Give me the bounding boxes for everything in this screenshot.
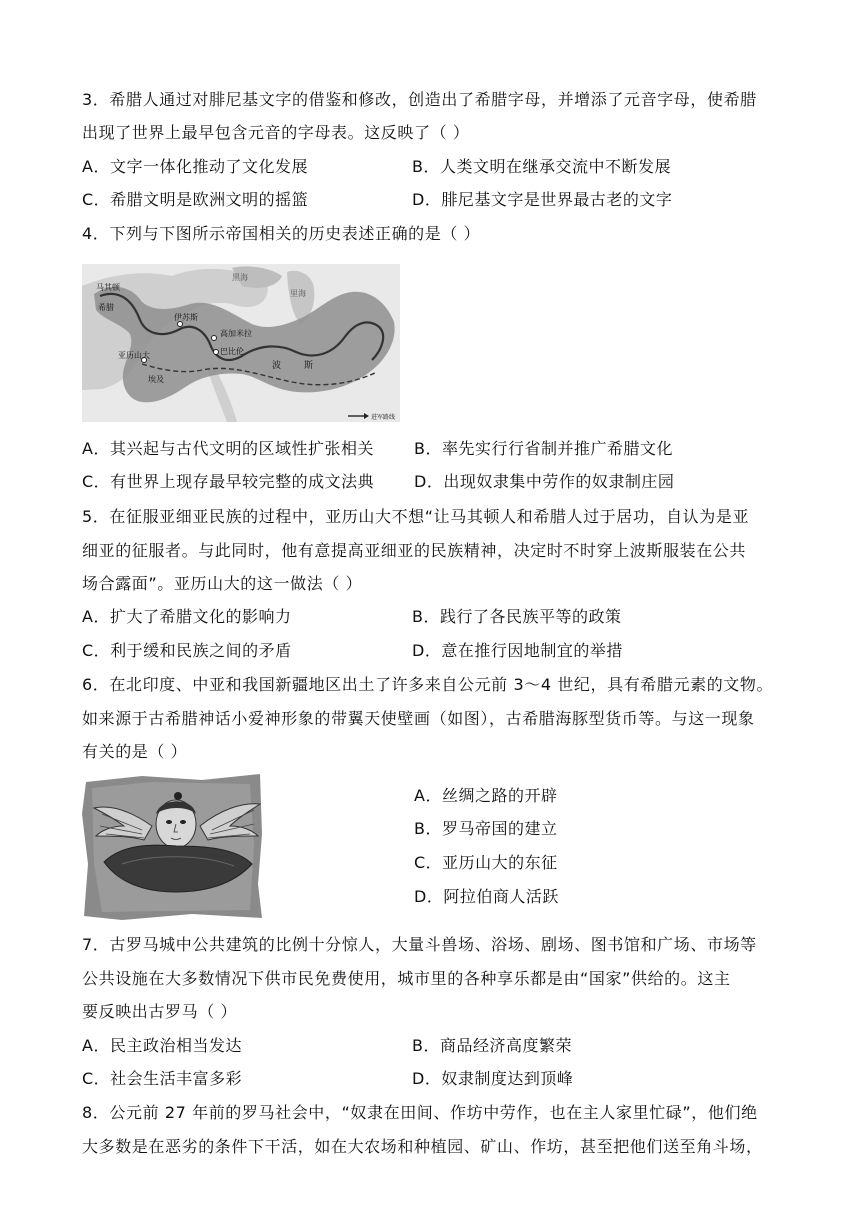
q4-option-d[interactable]: D．出现奴隶集中劳作的奴隶制庄园: [414, 472, 675, 491]
q7-option-b[interactable]: B．商品经济高度繁荣: [412, 1036, 572, 1055]
q5-stem-line-2: 细亚的征服者。与此同时，他有意提高亚细亚的民族精神，决定时不时穿上波斯服装在公共: [82, 541, 747, 560]
map-label-persia-1: 波: [272, 361, 282, 371]
q7-option-d[interactable]: D．奴隶制度达到顶峰: [412, 1069, 574, 1088]
q4-option-c[interactable]: C．有世界上现存最早较完整的成文法典: [82, 472, 375, 491]
q6-stem-line-2: 如来源于古希腊神话小爱神形象的带翼天使壁画（如图），古希腊海豚型货币等。与这一现象: [82, 709, 755, 728]
map-label-alexandria: 亚历山大: [118, 351, 150, 360]
q6-stem-line-3: 有关的是（ ）: [82, 742, 188, 761]
q8-stem-line-2: 大多数是在恶劣的条件下干活，如在大农场和种植园、矿山、作坊，甚至把他们送至角斗场，: [82, 1137, 763, 1156]
q8-stem-line-1: 8．公元前 27 年前的罗马社会中，“奴隶在田间、作坊中劳作，也在主人家里忙碌”，他们绝: [82, 1103, 758, 1122]
q6-option-d[interactable]: D．阿拉伯商人活跃: [414, 887, 559, 906]
winged-angel-mural-figure: [82, 774, 264, 920]
map-label-gaugamela: 高加米拉: [220, 329, 252, 338]
q3-option-d[interactable]: D．腓尼基文字是世界最古老的文字: [412, 190, 673, 209]
q3-stem-line-1: 3．希腊人通过对腓尼基文字的借鉴和修改，创造出了希腊字母，并增添了元音字母，使希腊: [82, 90, 757, 109]
q6-option-b[interactable]: B．罗马帝国的建立: [414, 819, 558, 838]
q7-stem-line-1: 7．古罗马城中公共建筑的比例十分惊人，大量斗兽场、浴场、剧场、图书馆和广场、市场等: [82, 935, 757, 954]
map-label-babylon: 巴比伦: [220, 347, 244, 356]
q5-stem-line-1: 5．在征服亚细亚民族的过程中，亚历山大不想“让马其顿人和希腊人过于居功，自认为是亚: [82, 507, 750, 526]
q3-option-a[interactable]: A．文字一体化推动了文化发展: [82, 157, 308, 176]
q3-stem-line-2: 出现了世界上最早包含元音的字母表。这反映了（ ）: [82, 123, 470, 142]
map-label-black-sea: 黑海: [232, 273, 248, 282]
q4-option-a[interactable]: A．其兴起与古代文明的区域性扩张相关: [82, 439, 374, 458]
q5-option-a[interactable]: A．扩大了希腊文化的影响力: [82, 607, 292, 626]
map-label-greece: 希腊: [98, 303, 114, 312]
empire-map-figure: [82, 264, 400, 422]
map-label-egypt: 埃及: [148, 375, 164, 384]
q3-option-b[interactable]: B．人类文明在继承交流中不断发展: [412, 157, 671, 176]
winged-angel-mural: [82, 774, 264, 920]
q4-option-b[interactable]: B．率先实行行省制并推广希腊文化: [414, 439, 673, 458]
q6-option-a[interactable]: A．丝绸之路的开辟: [414, 786, 558, 805]
q7-option-c[interactable]: C．社会生活丰富多彩: [82, 1069, 243, 1088]
q3-option-c[interactable]: C．希腊文明是欧洲文明的摇篮: [82, 190, 309, 209]
q7-stem-line-2: 公共设施在大多数情况下供市民免费使用，城市里的各种享乐都是由“国家”供给的。这主: [82, 969, 731, 988]
empire-map: [82, 264, 400, 422]
q4-stem: 4．下列与下图所示帝国相关的历史表述正确的是（ ）: [82, 224, 481, 243]
q6-stem-line-1: 6．在北印度、中亚和我国新疆地区出土了许多来自公元前 3～4 世纪，具有希腊元素的文物。: [82, 675, 774, 694]
q5-option-d[interactable]: D．意在推行因地制宜的举措: [412, 641, 623, 660]
legend-route-label: 进军路线: [371, 414, 396, 421]
map-label-macedon: 马其顿: [96, 283, 120, 292]
q5-option-b[interactable]: B．践行了各民族平等的政策: [412, 607, 622, 626]
q5-stem-line-3: 场合露面”。亚历山大的这一做法（ ）: [82, 574, 363, 593]
q5-option-c[interactable]: C．利于缓和民族之间的矛盾: [82, 641, 292, 660]
map-label-persia-2: 斯: [304, 361, 314, 371]
q6-option-c[interactable]: C．亚历山大的东征: [414, 853, 558, 872]
map-label-caspian-sea: 里海: [290, 289, 306, 298]
q7-stem-line-3: 要反映出古罗马（ ）: [82, 1002, 238, 1021]
q7-option-a[interactable]: A．民主政治相当发达: [82, 1036, 242, 1055]
map-label-issus: 伊苏斯: [174, 313, 198, 322]
